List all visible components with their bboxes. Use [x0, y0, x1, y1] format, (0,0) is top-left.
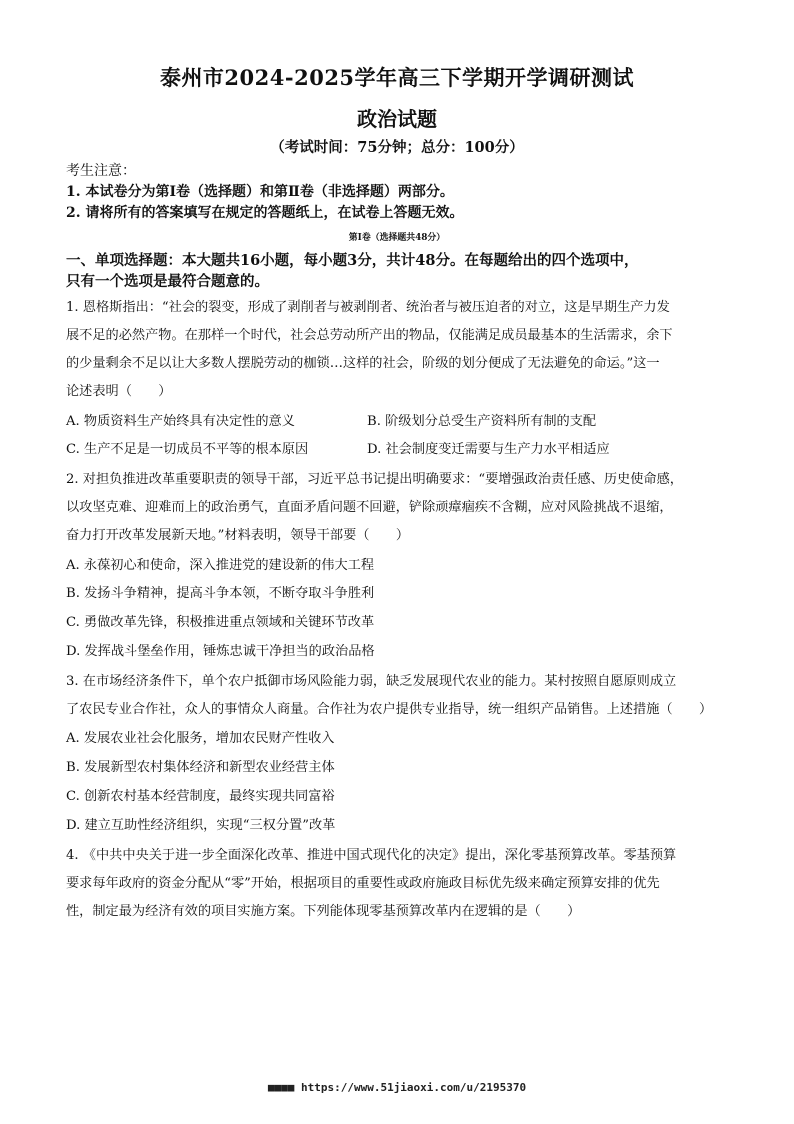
notice-item: 2. 请将所有的答案填写在规定的答题纸上，在试卷上答题无效。: [66, 205, 464, 221]
notice-heading: 考生注意：: [66, 163, 136, 179]
question-3-option-d: D. 建立互助性经济组织，实现“三权分置”改革: [66, 818, 336, 833]
question-1-text: 展不足的必然产物。在那样一个时代，社会总劳动所产出的物品，仅能满足成员最基本的生活需求，余下: [66, 328, 673, 343]
exam-title: 泰州市2024-2025学年高三下学期开学调研测试: [159, 65, 635, 90]
exam-info: （考试时间：75分钟；总分：100分）: [270, 139, 524, 156]
question-4-text: 性，制定最为经济有效的项目实施方案。下列能体现零基预算改革内在逻辑的是（ ）: [66, 904, 581, 919]
question-3-option-c: C. 创新农村基本经营制度，最终实现共同富裕: [66, 789, 335, 804]
question-3-text: 了农民专业合作社，众人的事情众人商量。合作社为农户提供专业指导，统一组织产品销售。上述措施（ ）: [66, 702, 713, 717]
question-1-option-b: B. 阶级划分总受生产资料所有制的支配: [367, 414, 597, 429]
question-2-text: 奋力打开改革发展新天地。”材料表明，领导干部要（ ）: [66, 528, 410, 543]
question-1-option-d: D. 社会制度变迁需要与生产力水平相适应: [367, 442, 610, 457]
question-3-option-b: B. 发展新型农村集体经济和新型农业经营主体: [66, 760, 335, 775]
section-instructions: 一、单项选择题：本大题共16小题，每小题3分，共计48分。在每题给出的四个选项中，: [66, 252, 639, 269]
question-1-option-a: A. 物质资料生产始终具有决定性的意义: [66, 414, 295, 429]
question-3-option-a: A. 发展农业社会化服务，增加农民财产性收入: [66, 731, 335, 746]
notice-item: 1. 本试卷分为第Ⅰ卷（选择题）和第Ⅱ卷（非选择题）两部分。: [66, 184, 454, 200]
section-instructions: 只有一个选项是最符合题意的。: [66, 273, 269, 290]
footer-url: ■■■■ https://www.51jiaoxi.com/u/2195370: [267, 1081, 527, 1094]
part1-title: 第Ⅰ卷（选择题共48分）: [348, 233, 446, 243]
question-3-text: 3. 在市场经济条件下，单个农户抵御市场风险能力弱，缺乏发展现代农业的能力。某村按照自愿原则成立: [66, 674, 677, 689]
question-4-text: 要求每年政府的资金分配从“零”开始，根据项目的重要性或政府施政目标优先级来确定预算安排的优先: [66, 876, 660, 891]
question-2-text: 2. 对担负推进改革重要职责的领导干部，习近平总书记提出明确要求：“要增强政治责任感、历史使命感，: [66, 472, 683, 487]
question-1-text: 1. 恩格斯指出：“社会的裂变，形成了剥削者与被剥削者、统治者与被压迫者的对立，这是早期生产力发: [66, 300, 670, 315]
subject-title: 政治试题: [357, 107, 437, 131]
question-2-option-d: D. 发挥战斗堡垒作用，锤炼忠诚干净担当的政治品格: [66, 644, 375, 659]
question-2-option-b: B. 发扬斗争精神，提高斗争本领，不断夺取斗争胜利: [66, 586, 375, 601]
question-1-option-c: C. 生产不足是一切成员不平等的根本原因: [66, 442, 309, 457]
question-4-text: 4. 《中共中央关于进一步全面深化改革、推进中国式现代化的决定》提出，深化零基预算改革。零基预算: [66, 848, 677, 863]
question-2-option-c: C. 勇做改革先锋，积极推进重点领域和关键环节改革: [66, 615, 375, 630]
question-1-text: 论述表明（ ）: [66, 384, 172, 399]
question-1-text: 的少量剩余不足以让大多数人摆脱劳动的枷锁…这样的社会，阶级的划分便成了无法避免的命运。”这一: [66, 356, 660, 371]
question-2-text: 以攻坚克难、迎难而上的政治勇气，直面矛盾问题不回避，铲除顽瘴痼疾不含糊，应对风险挑战不退缩，: [66, 500, 673, 515]
question-2-option-a: A. 永葆初心和使命，深入推进党的建设新的伟大工程: [66, 558, 375, 573]
